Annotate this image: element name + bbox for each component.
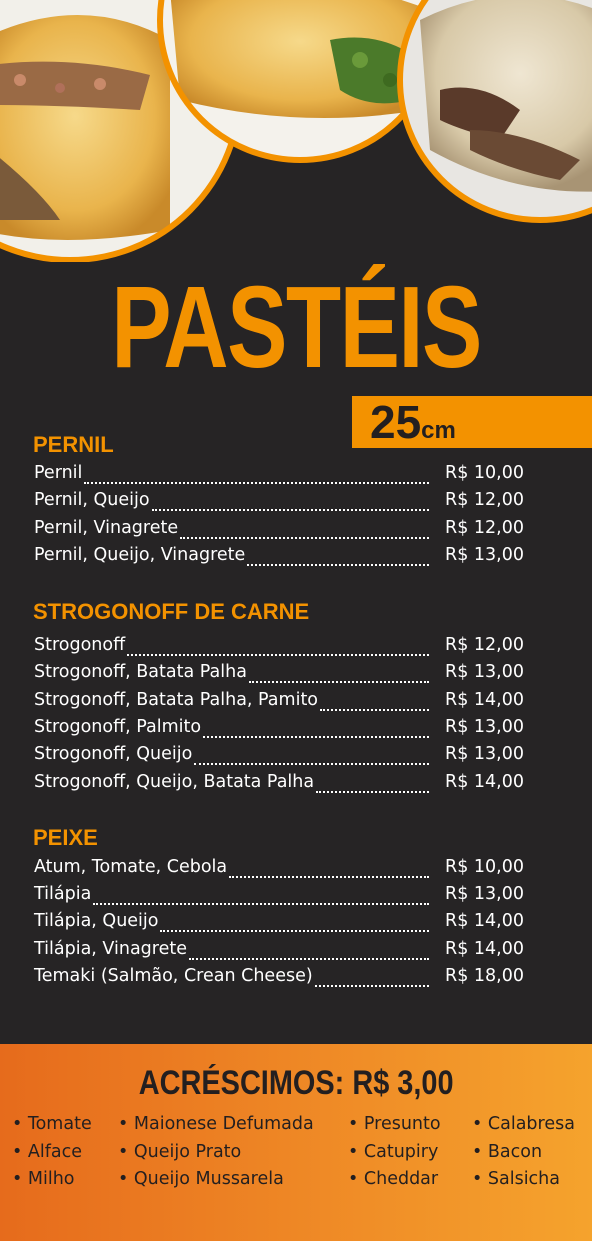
item-name: Pernil, Queijo — [34, 490, 150, 510]
pastel-photo-carne — [390, 0, 592, 240]
size-number: 25 — [370, 396, 422, 448]
extra-item: • Catupiry — [348, 1141, 439, 1162]
extras-column — [12, 1114, 92, 1197]
menu-item — [34, 939, 524, 966]
item-name: Atum, Tomate, Cebola — [34, 857, 228, 877]
item-price: R$ 14,00 — [445, 939, 524, 959]
leader-dots — [189, 957, 429, 960]
menu-item — [34, 463, 524, 490]
extras-column — [348, 1114, 441, 1197]
extra-item: • Presunto — [348, 1114, 441, 1134]
extra-item: • Calabresa — [472, 1114, 575, 1134]
item-price: R$ 12,00 — [445, 518, 524, 538]
extras-title — [0, 1064, 592, 1103]
extra-item: • Alface — [12, 1141, 82, 1162]
leader-dots — [152, 508, 429, 511]
menu-item — [34, 717, 524, 744]
menu-title: PASTÉIS — [111, 262, 481, 392]
leader-dots — [93, 902, 429, 905]
menu-item — [34, 966, 524, 993]
extra-item: • Salsicha — [472, 1169, 560, 1189]
item-price: R$ 14,00 — [445, 690, 524, 710]
item-price: R$ 13,00 — [445, 662, 524, 682]
leader-dots — [316, 790, 429, 793]
item-name: Pernil, Vinagrete — [34, 518, 179, 538]
extras-title-text: ACRÉSCIMOS: R$ 3,00 — [138, 1064, 454, 1102]
item-name: Pernil, Queijo, Vinagrete — [34, 545, 246, 565]
leader-dots — [320, 708, 429, 711]
item-name: Strogonoff, Batata Palha, Pamito — [34, 690, 319, 710]
item-name: Tilápia, Vinagrete — [34, 939, 187, 959]
menu-item — [34, 911, 524, 938]
leader-dots — [247, 563, 429, 566]
item-name: Strogonoff — [34, 635, 126, 655]
leader-dots — [180, 536, 429, 539]
extra-item: • Queijo Prato — [118, 1141, 242, 1162]
item-price: R$ 13,00 — [445, 717, 524, 737]
item-name: Strogonoff, Palmito — [34, 717, 202, 737]
item-name: Strogonoff, Queijo — [34, 744, 193, 764]
section-title-peixe: PEIXE — [33, 825, 98, 850]
menu-item — [34, 518, 524, 545]
menu-item — [34, 857, 524, 884]
item-name: Strogonoff, Batata Palha — [34, 662, 247, 682]
leader-dots — [249, 680, 429, 683]
item-name: Strogonoff, Queijo, Batata Palha — [34, 772, 315, 792]
menu-item — [34, 635, 524, 662]
menu-item — [34, 545, 524, 572]
extras-column — [118, 1114, 314, 1197]
extra-item: • Bacon — [472, 1141, 543, 1162]
item-price: R$ 13,00 — [445, 744, 524, 764]
item-price: R$ 13,00 — [445, 545, 524, 565]
menu-item — [34, 490, 524, 517]
extra-item: • Maionese Defumada — [118, 1114, 314, 1134]
size-unit: cm — [421, 417, 456, 444]
item-price: R$ 12,00 — [445, 635, 524, 655]
leader-dots — [160, 929, 429, 932]
extra-item: • Milho — [12, 1169, 75, 1189]
item-price: R$ 14,00 — [445, 911, 524, 931]
extra-item: • Cheddar — [348, 1169, 439, 1189]
item-name: Tilápia — [34, 884, 92, 904]
section-title-pernil: PERNIL — [33, 432, 114, 457]
item-name: Pernil — [34, 463, 83, 483]
extra-item: • Tomate — [12, 1114, 92, 1134]
leader-dots — [84, 481, 429, 484]
item-price: R$ 12,00 — [445, 490, 524, 510]
menu-item — [34, 772, 524, 799]
item-price: R$ 10,00 — [445, 463, 524, 483]
size-label — [370, 398, 456, 446]
item-name: Temaki (Salmão, Crean Cheese) — [34, 966, 313, 986]
leader-dots — [127, 653, 429, 656]
extra-item: • Queijo Mussarela — [118, 1169, 284, 1189]
menu-item — [34, 690, 524, 717]
leader-dots — [229, 875, 429, 878]
leader-dots — [203, 735, 429, 738]
menu-item — [34, 744, 524, 771]
section-title-strogonoff: STROGONOFF DE CARNE — [33, 599, 310, 624]
item-price: R$ 13,00 — [445, 884, 524, 904]
item-price: R$ 10,00 — [445, 857, 524, 877]
menu-item — [34, 884, 524, 911]
leader-dots — [194, 762, 429, 765]
item-price: R$ 18,00 — [445, 966, 524, 986]
menu-item — [34, 662, 524, 689]
extras-column — [472, 1114, 575, 1197]
item-name: Tilápia, Queijo — [34, 911, 159, 931]
pastel-photos — [0, 0, 592, 262]
item-price: R$ 14,00 — [445, 772, 524, 792]
leader-dots — [315, 984, 429, 987]
